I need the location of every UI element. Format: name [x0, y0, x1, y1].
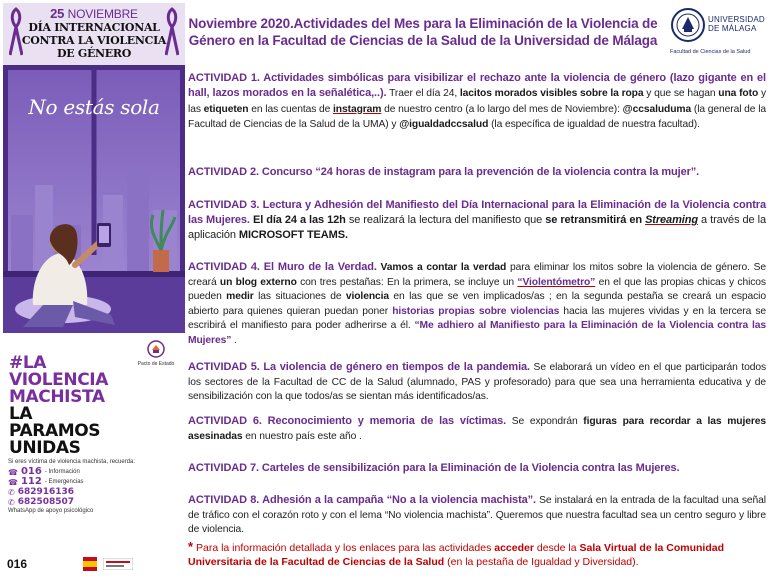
- poster-heading-line: DE GÉNERO: [57, 47, 131, 60]
- campaign-hashtag: [9, 355, 108, 457]
- activity-1: ACTIVIDAD 1. Actividades simbólicas para visibilizar el rechazo ante la violencia de género (lazo gigante en el hall, lazos morados en la señalética,..). Traer el día 24, lacitos morados visibles sobre la ropa y que se hagan una foto y las etiqueten en las cuentas de instagram de nuestro centro (a lo largo del mes de Noviembre): @ccsaluduma (la general de la Facultad de Ciencias de la Salud de la UMA) y @igualdadccsalud (la específica de igualdad de nuestra facultad).: [188, 72, 767, 130]
- helpline-desc: - Información: [44, 468, 80, 475]
- activity-5: ACTIVIDAD 5. La violencia de género en tiempos de la pandemia. Se elaborará un vídeo en el que participarán todos los sectores de la Facultad de CC de la Salud (alumnado, PAS y profesorado) para que sea una herramienta educativa y de sensibilización con la que todos/as se sientan más identificados/as.: [188, 361, 767, 402]
- poster-heading-line: DÍA INTERNACIONAL: [28, 21, 160, 34]
- activity-title: ACTIVIDAD 3. Lectura y Adhesión del Manifiesto del Día Internacional para la Eliminación de la Violencia contra las Mujeres.: [188, 199, 766, 226]
- helpline-info: [8, 458, 184, 516]
- helpline-number: 682916136: [17, 487, 75, 497]
- activity-6: ACTIVIDAD 6. Reconocimiento y memoria de las víctimas. Se expondrán figuras para recordar a las mujeres asesinadas en nuestro país este año .: [188, 415, 766, 442]
- activity-4: ACTIVIDAD 4. El Muro de la Verdad. Vamos a contar la verdad para eliminar los mitos sobre la violencia de género. Se creará un blog externo con tres pestañas: En la primera, se incluye un “Violentómetro” en el que las propias chicas y chicos pueden medir las situaciones de violencia en las que se ven implicados/as ; en la segunda pestaña se creará un espacio abierto para quienes quieran puedan poner historias propias sobre violencias hacia las mujeres vividas y en la tercera se escribirá el manifiesto para poder adherirse a él. “Me adhiero al Manifiesto para la Eliminación de la Violencia contra las Mujeres” .: [188, 261, 767, 346]
- purple-ribbon-icon: [9, 7, 23, 57]
- hashtag-line: #LA: [9, 353, 47, 373]
- footnote: * Para la información detallada y los enlaces para las actividades acceder desde la Sala Virtual de la Comunidad Universitaria de la Facultad de Ciencias de la Salud (en la pestaña de Igualdad y Diversidad).: [188, 539, 724, 568]
- hashtag-line: UNIDAS: [9, 438, 81, 458]
- activity-8: ACTIVIDAD 8. Adhesión a la campaña “No a la violencia machista”. Se instalará en la entrada de la facultad una señal de tráfico con el corazón roto y con el lema “No violencia machista”. Queremos que nuestra facultad sea un centro seguro y libre de violencia.: [188, 494, 766, 535]
- page-title: Noviembre 2020.Actividades del Mes para la Eliminación de la Violencia de Género en la Facultad de Ciencias de la Salud de la Universidad de Málaga: [188, 16, 658, 48]
- activity-title: ACTIVIDAD 8. Adhesión a la campaña “No a la violencia machista”.: [188, 494, 537, 506]
- pacto-label: Pacto de Estado: [137, 361, 175, 367]
- hashtag-line: MACHISTA: [9, 387, 105, 407]
- university-name: UNIVERSIDAD DE MÁLAGA: [708, 15, 765, 33]
- university-seal-icon: [670, 7, 706, 43]
- campaign-poster: [3, 3, 185, 576]
- activity-title: ACTIVIDAD 7. Carteles de sensibilización para la Eliminación de la Violencia contra las Mujeres.: [188, 462, 680, 474]
- activity-title: ACTIVIDAD 1. Actividades simbólicas para visibilizar el rechazo ante la violencia de género (lazo gigante en el hall, lazos morados en la señalética,..).: [188, 72, 766, 99]
- poster-banner: [3, 3, 185, 65]
- phone-icon: ☎: [8, 477, 18, 487]
- whatsapp-icon: ✆: [8, 497, 15, 507]
- activity-title: ACTIVIDAD 4. El Muro de la Verdad.: [188, 261, 377, 273]
- poster-illustration: [3, 65, 185, 333]
- whatsapp-label: WhatsApp de apoyo psicológico: [8, 508, 94, 514]
- phone-icon: ☎: [8, 467, 18, 477]
- activity-title: ACTIVIDAD 6. Reconocimiento y memoria de las víctimas.: [188, 415, 507, 427]
- activity-title: ACTIVIDAD 2. Concurso “24 horas de instagram para la prevención de la violencia contra la mujer”.: [188, 166, 700, 178]
- hashtag-line: LA: [9, 404, 33, 424]
- virtual-room-link[interactable]: Sala Virtual de la Comunidad Universitaria de la Facultad de Ciencias de la Salud: [188, 542, 724, 568]
- hashtag-line: VIOLENCIA: [9, 370, 108, 390]
- hashtag-line: PARAMOS: [9, 421, 101, 441]
- helpline-row: [8, 477, 184, 487]
- activity-title: ACTIVIDAD 5. La violencia de género en tiempos de la pandemia.: [188, 361, 531, 373]
- poster-date: 25 NOVIEMBRE: [50, 6, 138, 21]
- purple-ribbon-icon: [165, 7, 179, 57]
- whatsapp-icon: ✆: [8, 487, 15, 497]
- pacto-de-estado-logo: [133, 340, 179, 367]
- ministry-logo-icon: [103, 558, 133, 570]
- activity-2: [188, 165, 766, 180]
- activities-document: [188, 3, 768, 576]
- helpline-desc: - Emergencias: [44, 478, 84, 485]
- helpline-number: 682508507: [17, 497, 75, 507]
- poster-slogan: No estás sola: [28, 95, 160, 119]
- uma-logo: [668, 5, 766, 61]
- spain-flag-icon: [83, 557, 97, 571]
- footer-016-logo: 016: [7, 557, 28, 571]
- helpline-number: 112: [20, 476, 42, 487]
- helpline-number: 016: [20, 466, 42, 477]
- faculty-name: Facultad de Ciencias de la Salud: [670, 49, 751, 55]
- pacto-logo-icon: [147, 340, 165, 358]
- activity-3: ACTIVIDAD 3. Lectura y Adhesión del Manifiesto del Día Internacional para la Eliminación de la Violencia contra las Mujeres. El día 24 a las 12h se realizará la lectura del manifiesto que se retransmitirá en Streaming a través de la aplicación MICROSOFT TEAMS.: [188, 199, 766, 241]
- helpline-row: [8, 497, 184, 507]
- poster-heading-line: CONTRA LA VIOLENCIA: [21, 34, 167, 47]
- helpline-intro: Si eres víctima de violencia machista, recuerda:: [8, 459, 136, 465]
- activity-7: [188, 461, 766, 476]
- poster-footer-logos: [7, 554, 183, 574]
- helpline-row: [8, 487, 184, 497]
